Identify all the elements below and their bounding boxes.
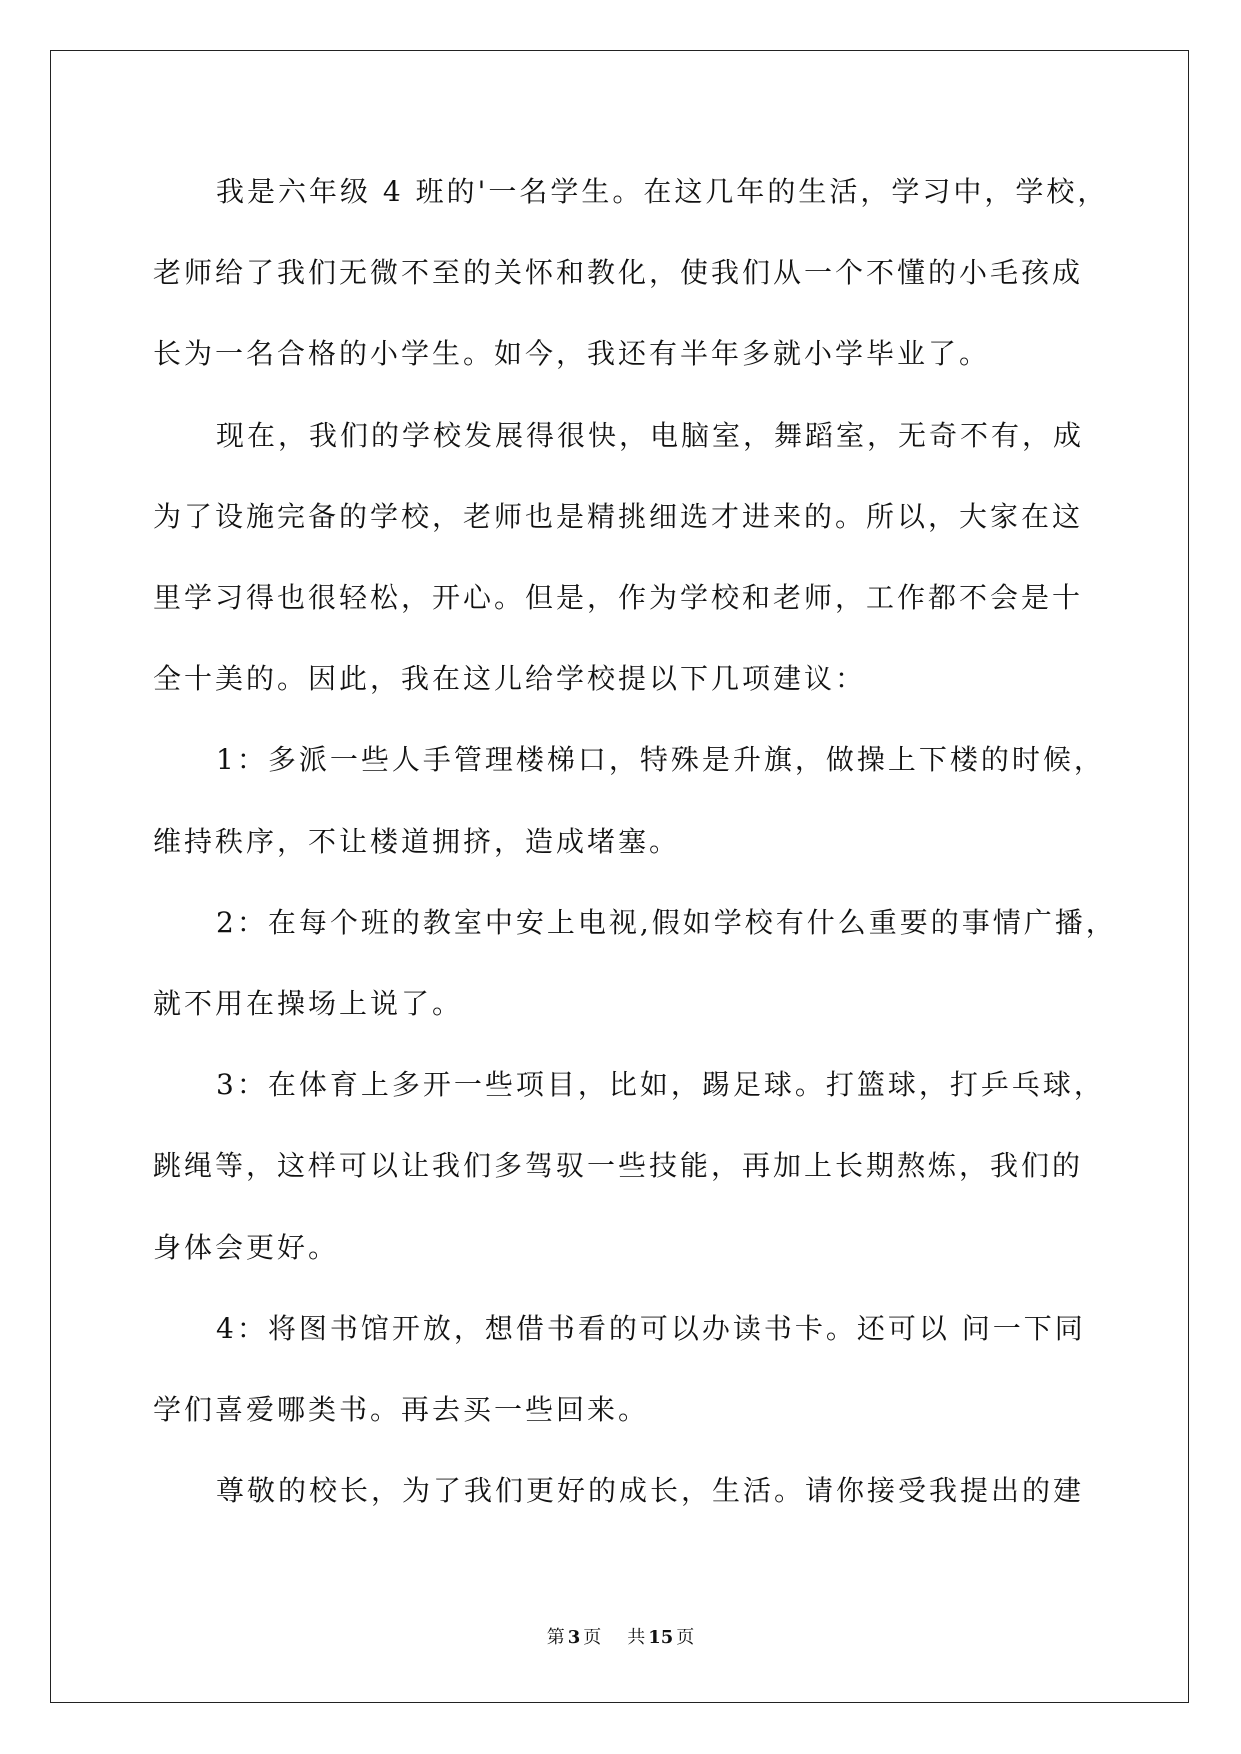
page-suffix: 页 [583,1627,602,1648]
paragraph-line: 1：多派一些人手管理楼梯口，特殊是升旗，做操上下楼的时候， [216,743,1105,776]
paragraph-line: 3：在体育上多开一些项目，比如，踢足球。打篮球，打乒乓球， [216,1068,1105,1101]
page-prefix: 第 [546,1627,565,1648]
paragraph-line: 现在，我们的学校发展得很快，电脑室，舞蹈室，无奇不有，成 [216,419,1085,452]
total-pages: 15 [648,1627,674,1648]
paragraph-line: 4：将图书馆开放，想借书看的可以办读书卡。还可以 问一下同 [216,1312,1086,1345]
total-prefix: 共 [627,1627,646,1648]
page-number: 3 [567,1627,581,1648]
paragraph-line: 长为一名合格的小学生。如今，我还有半年多就小学毕业了。 [153,337,991,370]
paragraph-line: 尊敬的校长，为了我们更好的成长，生活。请你接受我提出的建 [216,1474,1085,1507]
paragraph-line: 维持秩序，不让楼道拥挤，造成堵塞。 [153,825,681,858]
paragraph-line: 就不用在操场上说了。 [153,987,464,1020]
paragraph-line: 学们喜爱哪类书。再去买一些回来。 [153,1393,650,1426]
page-border [50,50,1189,1703]
paragraph-line: 跳绳等，这样可以让我们多驾驭一些技能，再加上长期熬炼，我们的 [153,1149,1084,1182]
paragraph-line: 为了设施完备的学校，老师也是精挑细选才进来的。所以，大家在这 [153,500,1084,533]
paragraph-line: 2：在每个班的教室中安上电视,假如学校有什么重要的事情广播， [216,906,1117,939]
paragraph-line: 里学习得也很轻松，开心。但是，作为学校和老师，工作都不会是十 [153,581,1084,614]
paragraph-line: 老师给了我们无微不至的关怀和教化，使我们从一个不懂的小毛孩成 [153,256,1084,289]
total-suffix: 页 [676,1627,695,1648]
page-footer [0,1626,1241,1650]
paragraph-line: 身体会更好。 [153,1231,340,1264]
paragraph-line: 全十美的。因此，我在这儿给学校提以下几项建议： [153,662,867,695]
paragraph-line: 我是六年级 4 班的'一名学生。在这几年的生活，学习中，学校， [216,175,1109,208]
